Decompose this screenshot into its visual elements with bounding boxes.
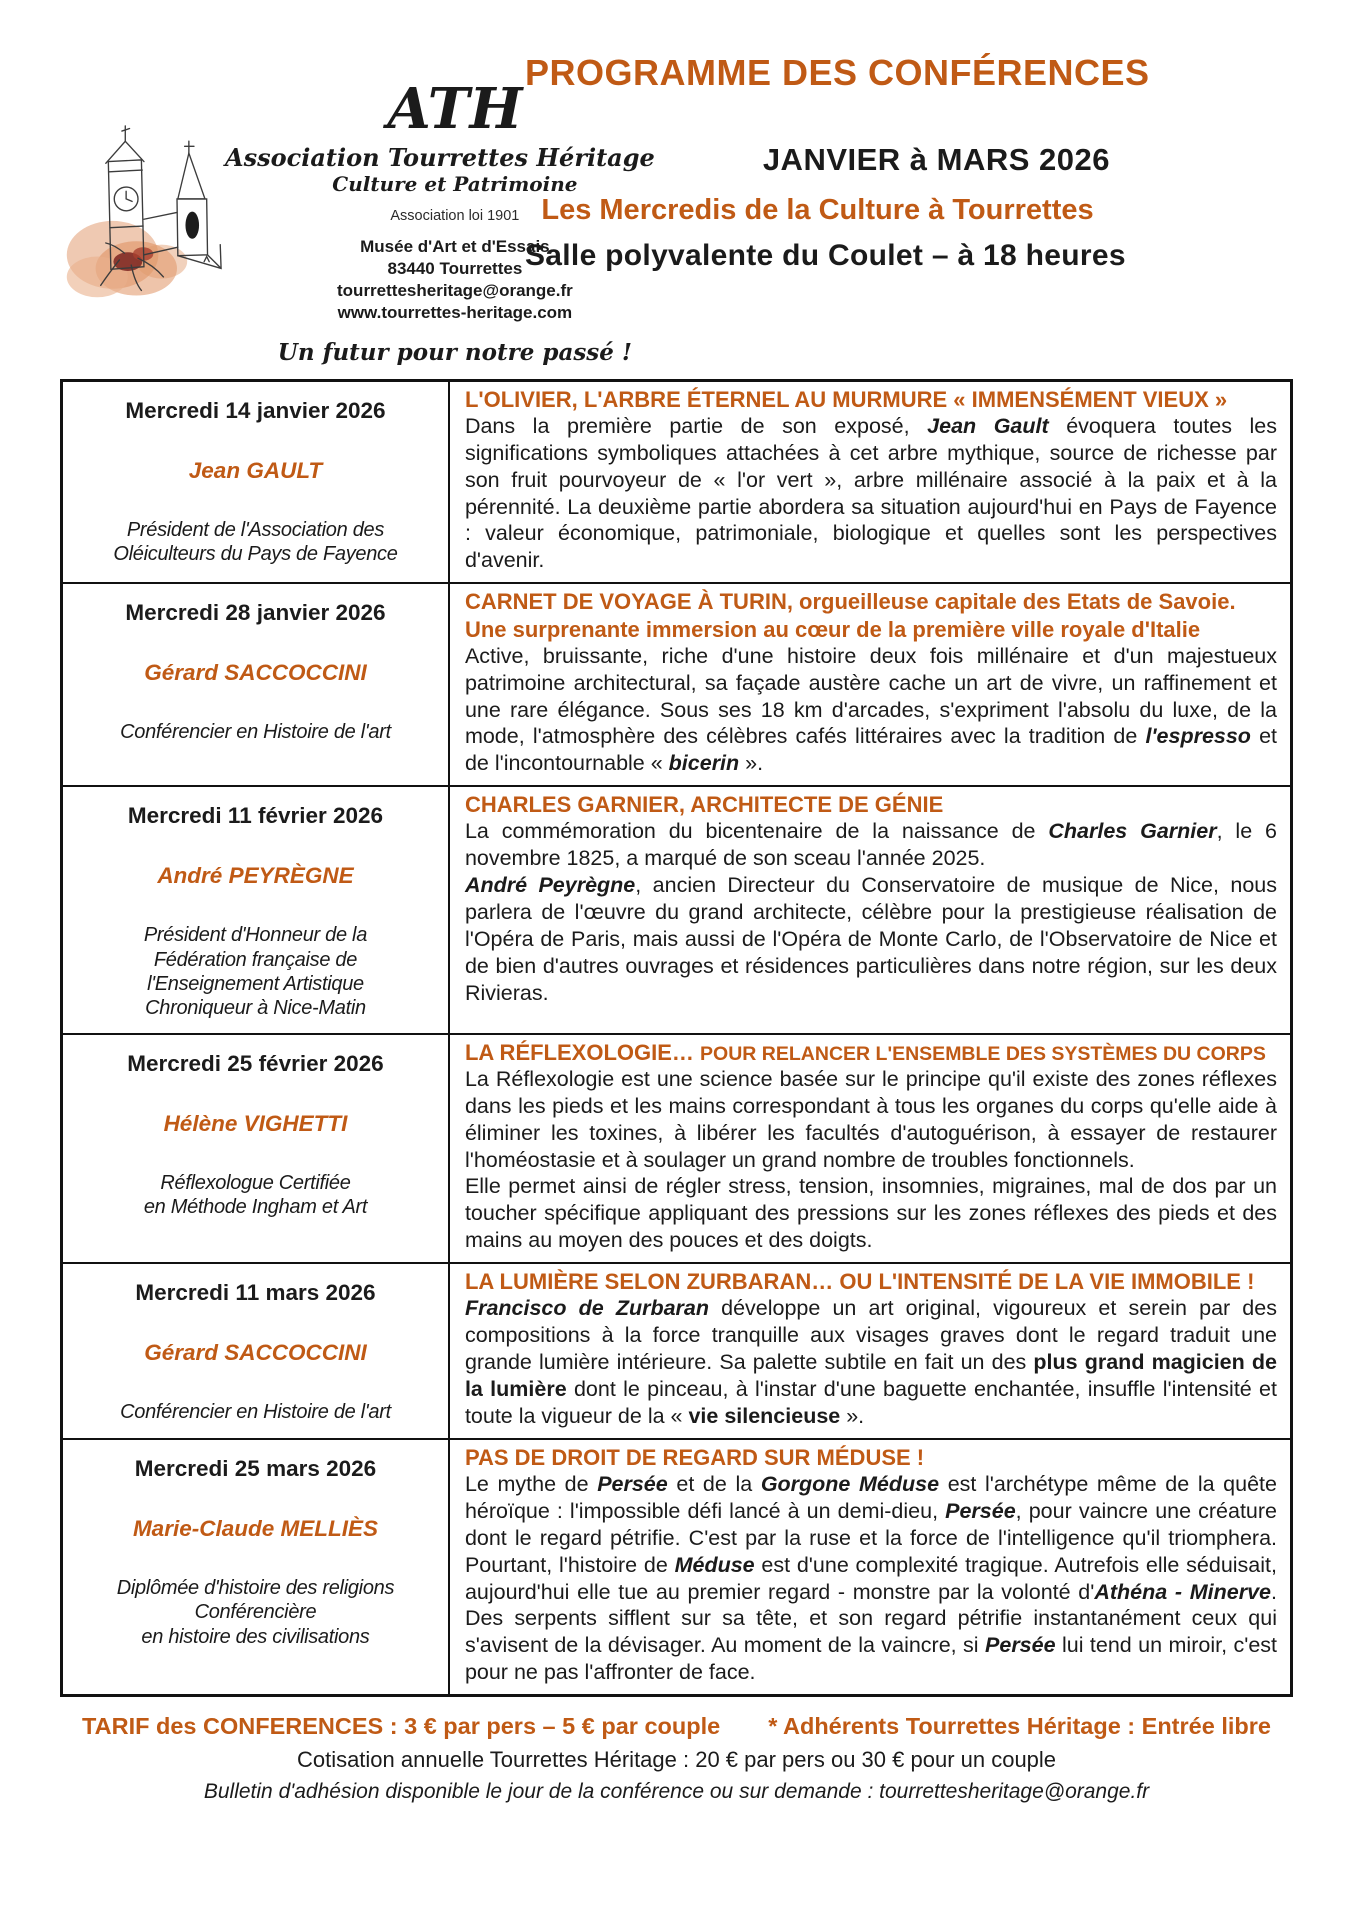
association-motto: Un futur pour notre passé ! <box>277 338 632 366</box>
adherents-text: * Adhérents Tourrettes Héritage : Entrée libre <box>768 1713 1271 1739</box>
conference-details-cell <box>449 1034 1292 1263</box>
conference-date: Mercredi 11 mars 2026 <box>135 1280 376 1306</box>
talk-title: LA LUMIÈRE SELON ZURBARAN… OU L'INTENSITÉ DE LA VIE IMMOBILE ! <box>464 1269 1255 1295</box>
speaker-role: Conférencier en Histoire de l'art <box>120 721 391 744</box>
talk-title: CHARLES GARNIER, ARCHITECTE DE GÉNIE <box>464 792 944 818</box>
talk-description <box>465 413 1277 574</box>
conference-details-cell <box>449 1263 1292 1439</box>
talk-description <box>465 1471 1277 1686</box>
talk-description <box>465 1066 1277 1254</box>
talk-paragraph: Elle permet ainsi de régler stress, tension, insomnies, migraines, mal de dos par un toucher spécifique appliquant des pressions sur les zones réflexes des pieds et des mains au moyen des pouces et des doigts. <box>464 1174 1277 1253</box>
logo-artwork <box>60 100 255 365</box>
talk-description <box>465 643 1277 777</box>
logo-acronym: ATH <box>387 76 523 142</box>
talk-paragraph: Dans la première partie de son exposé, Jean Gault évoquera toutes les significations symboliques attachées à cet arbre mythique, source de richesse par son fruit pourvoyeur de « l'or vert », arbre millénaire associé à la paix et à la pérennité. La deuxième partie abordera sa situation aujourd'hui en Pays de Fayence : valeur économique, patrimoniale, biologique et quelles sont les perspectives d'avenir. <box>464 413 1277 573</box>
speaker-name: André PEYRÈGNE <box>157 863 354 889</box>
page-title: PROGRAMME DES CONFÉRENCES <box>525 52 1150 93</box>
poppy-watercolor <box>67 221 187 297</box>
association-name: Association Tourrettes Héritage <box>225 142 655 172</box>
talk-description <box>465 818 1277 1006</box>
period-subtitle: JANVIER à MARS 2026 <box>762 142 1110 177</box>
speaker-name: Gérard SACCOCCINI <box>144 1340 367 1366</box>
conference-date: Mercredi 11 février 2026 <box>127 803 384 829</box>
talk-description <box>465 1295 1277 1429</box>
conference-info-cell <box>62 1263 449 1439</box>
association-law: Association loi 1901 <box>390 207 520 224</box>
talk-paragraph: La Réflexologie est une science basée sur le principe qu'il existe des zones réflexes dans les pieds et les mains correspondant à tous les organes du corps qu'elle aide à éliminer les toxines, à libérer les facultés d'autoguérison, à essayer de restaurer l'homéostasie et à soulager un grand nombre de troubles fonctionnels. <box>464 1066 1277 1172</box>
conference-info-cell <box>62 1439 449 1696</box>
website-line: www.tourrettes-heritage.com <box>337 303 573 323</box>
museum-line: Musée d'Art et d'Essais <box>360 237 550 257</box>
talk-title: CARNET DE VOYAGE À TURIN, orgueilleuse capitale des Etats de Savoie. Une surprenante immersion au cœur de la première ville royale d'Italie <box>464 589 1236 642</box>
conference-row <box>62 380 1292 583</box>
speaker-name: Marie-Claude MELLIÈS <box>132 1515 378 1541</box>
city-line: 83440 Tourrettes <box>387 259 523 279</box>
talk-paragraph: La commémoration du bicentenaire de la naissance de Charles Garnier, le 6 novembre 1825, a marqué de son sceau l'année 2025. <box>464 819 1277 871</box>
email-line: tourrettesheritage@orange.fr <box>337 281 573 301</box>
header <box>60 52 1293 365</box>
conference-row <box>62 583 1292 786</box>
series-subtitle: Les Mercredis de la Culture à Tourrettes <box>541 194 1094 226</box>
conference-info-cell <box>62 583 449 786</box>
tarif-line <box>60 1713 1293 1740</box>
conference-details-cell <box>449 380 1292 583</box>
talk-paragraph: Francisco de Zurbaran développe un art original, vigoureux et serein par des compositions à la force tranquille aux visages graves dont le regard traduit une grande lumière intérieure. Sa palette subtile en fait un des plus grand magicien de la lumière dont le pinceau, à l'instar d'une baguette enchantée, insuffle l'intensité et toute la vigueur de la « vie silencieuse ». <box>464 1296 1277 1428</box>
speaker-name: Hélène VIGHETTI <box>163 1110 348 1136</box>
talk-paragraph: Active, bruissante, riche d'une histoire deux fois millénaire et d'un majestueux patrimoine architectural, sa façade austère cache un art de vivre, un raffinement et une rare élégance. Sous ses 18 km d'arcades, s'expriment l'absolu du luxe, de la mode, l'atmosphère des célèbres cafés littéraires avec la tradition de l'espresso et de l'incontournable « bicerin ». <box>464 643 1278 776</box>
conference-info-cell <box>62 786 449 1034</box>
schedule-table <box>60 379 1293 1697</box>
talk-paragraph: André Peyrègne, ancien Directeur du Conservatoire de musique de Nice, nous parlera de l'œuvre du grand architecte, célèbre pour la prestigieuse réalisation de l'Opéra de Paris, mais aussi de l'Opéra de Monte Carlo, de l'Observatoire de Nice et de bien d'autres ouvrages et résidences particulières dans notre région, sur les deux Rivieras. <box>464 873 1277 1005</box>
conference-date: Mercredi 14 janvier 2026 <box>125 397 386 423</box>
conference-details-cell <box>449 786 1292 1034</box>
venue-subtitle: Salle polyvalente du Coulet – à 18 heures <box>525 239 1126 272</box>
conference-details-cell <box>449 1439 1292 1696</box>
speaker-role: Président d'Honneur de la Fédération française de l'Enseignement Artistique Chroniqueur à Nice-Matin <box>143 924 368 1020</box>
conference-date: Mercredi 25 mars 2026 <box>134 1455 377 1481</box>
conference-details-cell <box>449 583 1292 786</box>
tarif-text: TARIF des CONFERENCES : 3 € par pers – 5 € par couple <box>82 1713 721 1739</box>
schedule-table-body <box>62 380 1292 1695</box>
conference-row <box>62 786 1292 1034</box>
header-titles <box>525 52 1150 273</box>
logo <box>60 52 655 366</box>
talk-paragraph: Le mythe de Persée et de la Gorgone Méduse est l'archétype même de la quête héroïque : l'impossible défi lancé à un demi-dieu, Persée, pour vaincre une créature dont le regard pétrifie. C'est par la ruse et la force de l'intelligence qu'il triomphera. Pourtant, l'histoire de Méduse est d'une complexité tragique. Autrefois elle séduisait, aujourd'hui elle tue au premier regard - monstre par la volonté d'Athéna - Minerve. Des serpents sifflent sur sa tête, et son regard pétrifie instantanément ceux qui s'avisent de la dévisager. Au moment de la vaincre, si Persée lui tend un miroir, c'est pour ne pas l'affronter de face. <box>464 1472 1278 1685</box>
cotisation-line: Cotisation annuelle Tourrettes Héritage : 20 € par pers ou 30 € pour un couple <box>296 1747 1057 1772</box>
speaker-role: Président de l'Association des Oléiculteurs du Pays de Fayence <box>113 518 398 566</box>
conference-row <box>62 1263 1292 1439</box>
talk-title: PAS DE DROIT DE REGARD SUR MÉDUSE ! <box>464 1444 925 1470</box>
speaker-role: Conférencier en Histoire de l'art <box>120 1401 391 1424</box>
church-sketch-illustration <box>60 100 255 330</box>
footer <box>60 1713 1293 1804</box>
bulletin-line: Bulletin d'adhésion disponible le jour de la conférence ou sur demande : tourrettesheritage@orange.fr <box>203 1780 1150 1803</box>
conference-row <box>62 1034 1292 1263</box>
conference-date: Mercredi 25 février 2026 <box>127 1050 384 1076</box>
talk-title: LA RÉFLEXOLOGIE… POUR RELANCER L'ENSEMBLE DES SYSTÈMES DU CORPS <box>464 1039 1266 1065</box>
speaker-name: Gérard SACCOCCINI <box>144 660 367 686</box>
conference-row <box>62 1439 1292 1696</box>
talk-title: L'OLIVIER, L'ARBRE ÉTERNEL AU MURMURE « IMMENSÉMENT VIEUX » <box>464 386 1228 412</box>
association-tagline: Culture et Patrimoine <box>332 171 578 196</box>
speaker-name: Jean GAULT <box>188 457 323 483</box>
speaker-role: Diplômée d'histoire des religions Conférencière en histoire des civilisations <box>116 1576 395 1648</box>
speaker-role: Réflexologue Certifiée en Méthode Ingham et Art <box>143 1171 368 1219</box>
conference-info-cell <box>62 380 449 583</box>
conference-date: Mercredi 28 janvier 2026 <box>125 600 386 626</box>
conference-info-cell <box>62 1034 449 1263</box>
